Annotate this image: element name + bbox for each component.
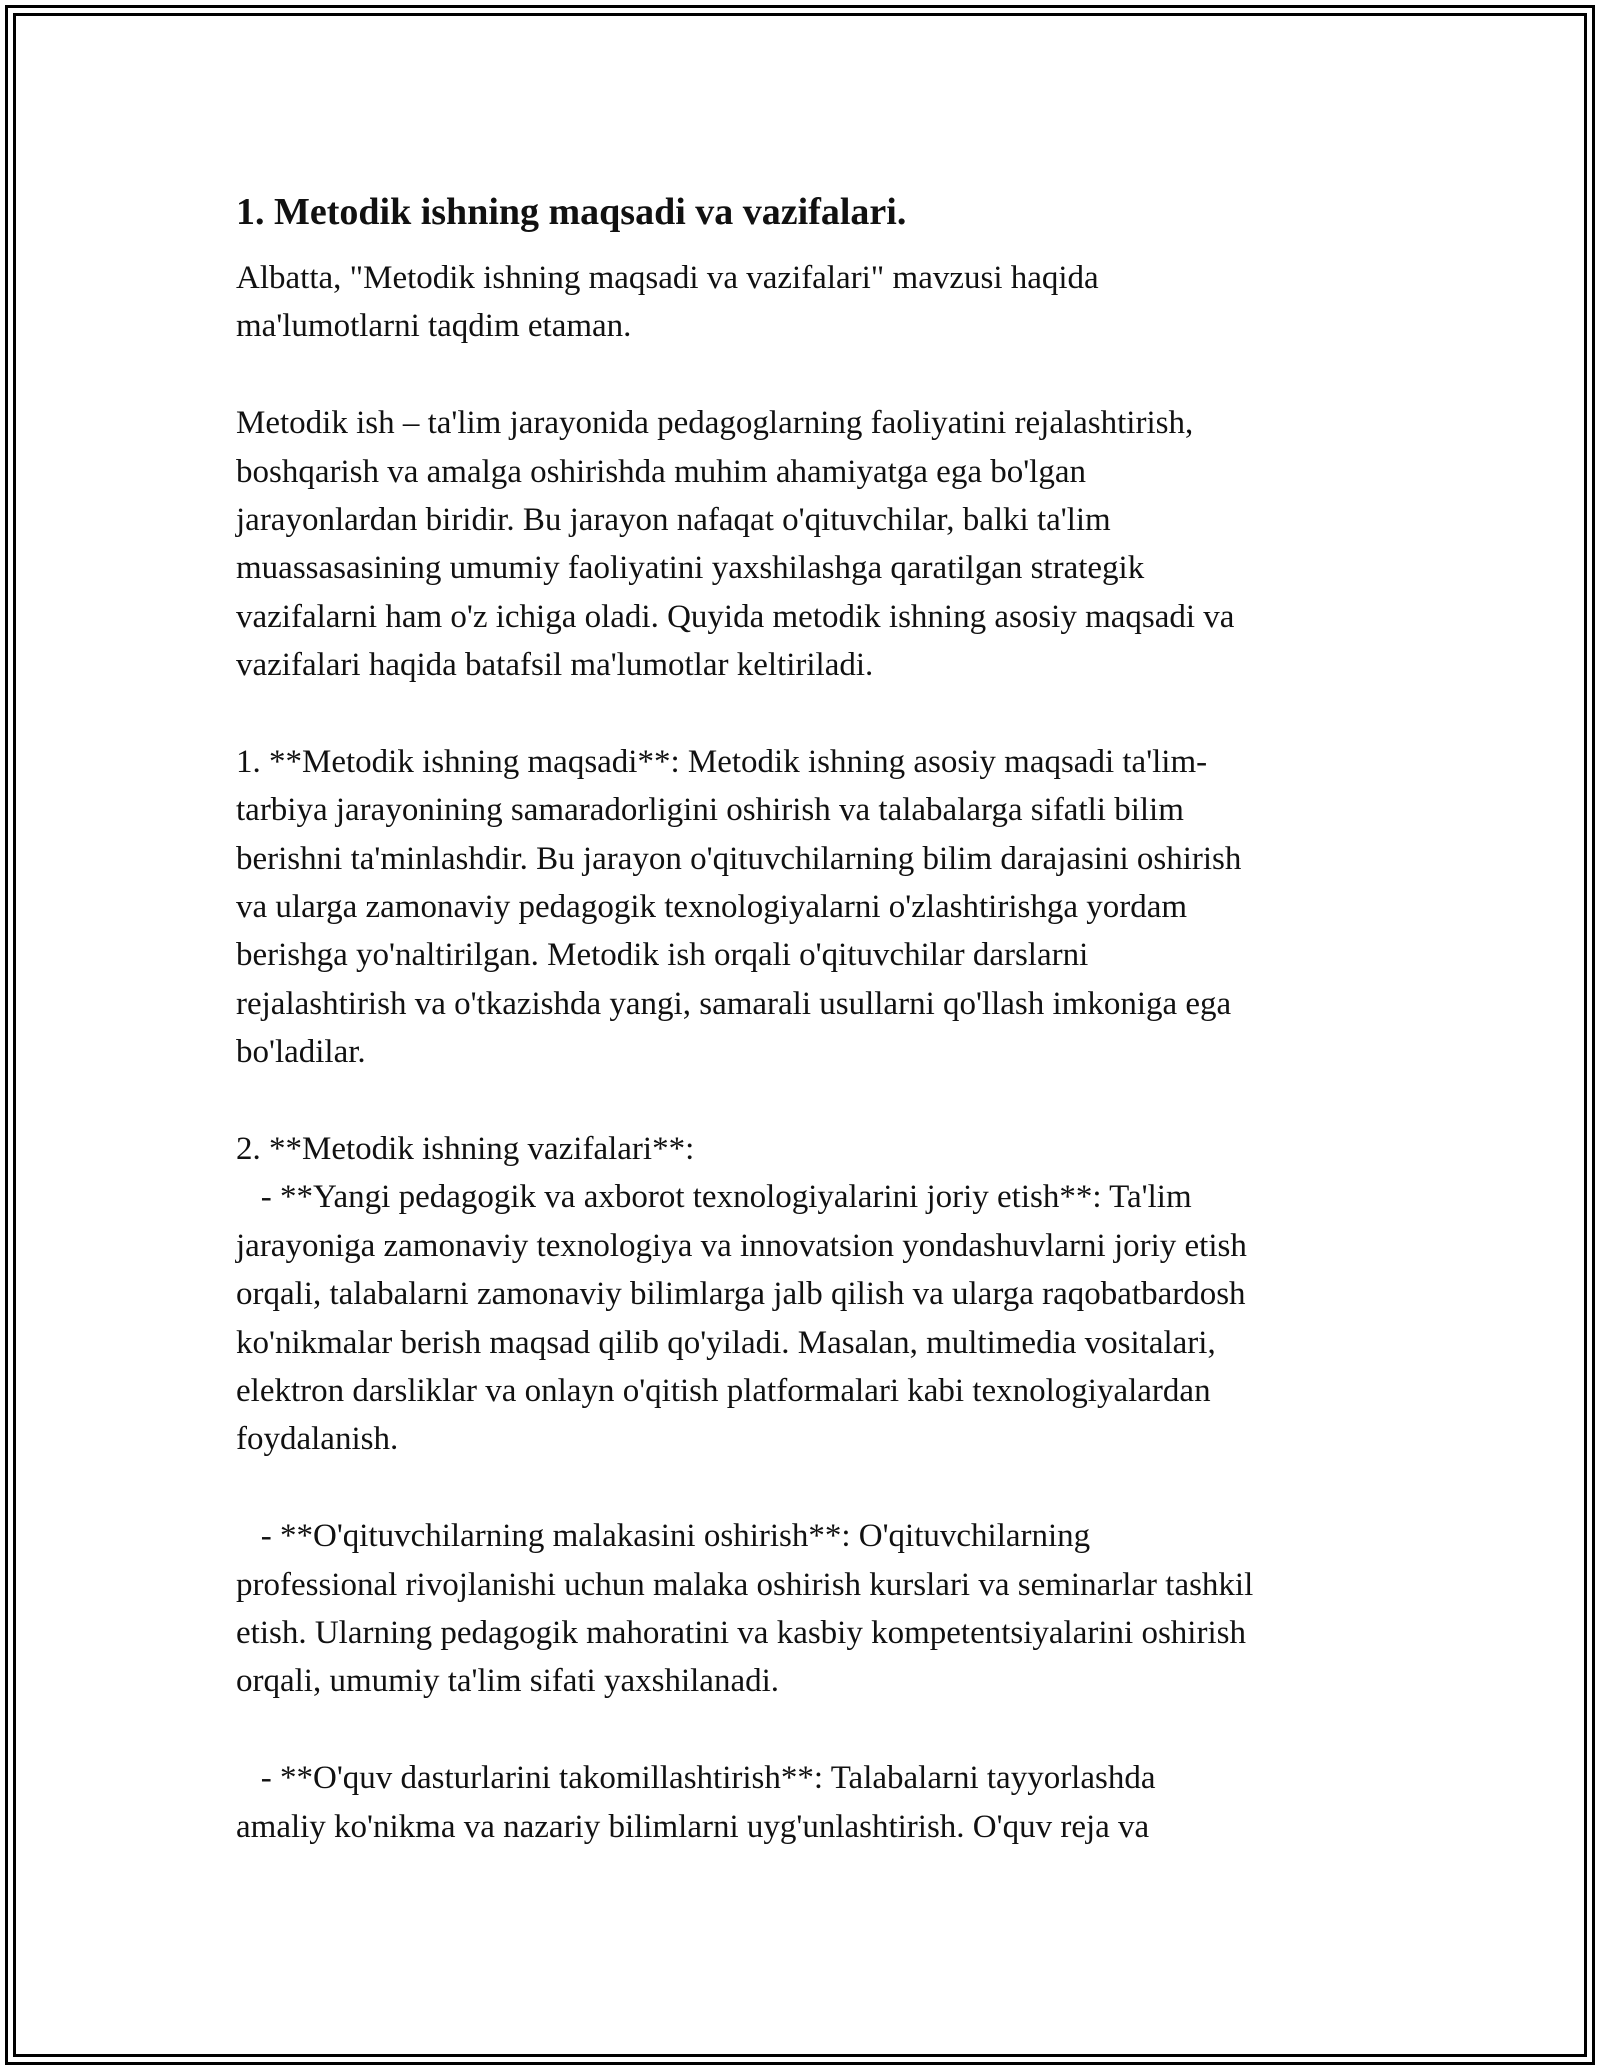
text-line: Metodik ish – ta'lim jarayonida pedagoglarning faoliyatini rejalashtirish, [236,405,1194,442]
text-line: muassasasining umumiy faoliyatini yaxshilashga qaratilgan strategik [236,550,1145,587]
text-line: vazifalari haqida batafsil ma'lumotlar keltiriladi. [236,647,874,684]
text-line: rejalashtirish va o'tkazishda yangi, samarali usullarni qo'llash imkoniga ega [236,985,1232,1022]
text-line: etish. Ularning pedagogik mahoratini va kasbiy kompetentsiyalarini oshirish [236,1614,1246,1651]
text-line: Albatta, "Metodik ishning maqsadi va vazifalari" mavzusi haqida [236,260,1099,296]
text-line: va ularga zamonaviy pedagogik texnologiyalarni o'zlashtirishga yordam [236,889,1188,926]
text-line: boshqarish va amalga oshirishda muhim ahamiyatga ega bo'lgan [236,453,1086,490]
text-line: elektron darsliklar va onlayn o'qitish platformalari kabi texnologiyalardan [236,1372,1211,1409]
text-line [236,1706,1386,1754]
text-line: 1. **Metodik ishning maqsadi**: Metodik ishning asosiy maqsadi ta'lim- [236,743,1208,780]
text-line: tarbiya jarayonining samaradorligini oshirish va talabalarga sifatli bilim [236,792,1184,829]
text-line [236,351,1386,399]
text-line: ma'lumotlarni taqdim etaman. [236,308,632,345]
text-line: ko'nikmalar berish maqsad qilib qo'yiladi. Masalan, multimedia vositalari, [236,1324,1216,1361]
text-line: vazifalarni ham o'z ichiga oladi. Quyida metodik ishning asosiy maqsadi va [236,598,1235,635]
document-text [236,254,1386,1851]
text-line: berishga yo'naltirilgan. Metodik ish orqali o'qituvchilar darslarni [236,937,1089,974]
text-line: berishni ta'minlashdir. Bu jarayon o'qituvchilarning bilim darajasini oshirish [236,840,1242,877]
text-line: orqali, talabalarni zamonaviy bilimlarga jalb qilish va ularga raqobatbardosh [236,1276,1246,1313]
text-line: jarayonlardan biridir. Bu jarayon nafaqat o'qituvchilar, balki ta'lim [236,501,1111,538]
text-line [236,1077,1386,1125]
text-line: 2. **Metodik ishning vazifalari**: [236,1131,695,1168]
text-line [236,690,1386,738]
document-heading: 1. Metodik ishning maqsadi va vazifalari. [236,191,907,233]
text-line: - **O'quv dasturlarini takomillashtirish**: Talabalarni tayyorlashda [236,1760,1156,1797]
text-line: - **O'qituvchilarning malakasini oshirish**: O'qituvchilarning [236,1518,1091,1555]
text-line: bo'ladilar. [236,1034,366,1071]
text-line: jarayoniga zamonaviy texnologiya va innovatsion yondashuvlarni joriy etish [236,1227,1247,1264]
text-line: orqali, umumiy ta'lim sifati yaxshilanadi. [236,1663,780,1700]
text-line: amaliy ko'nikma va nazariy bilimlarni uyg'unlashtirish. O'quv reja va [236,1808,1150,1845]
text-line: professional rivojlanishi uchun malaka oshirish kurslari va seminarlar tashkil [236,1566,1254,1603]
text-line [236,1464,1386,1512]
document-body [236,188,1386,1851]
text-line: foydalanish. [236,1421,399,1458]
text-line: - **Yangi pedagogik va axborot texnologiyalarini joriy etish**: Ta'lim [236,1179,1192,1216]
